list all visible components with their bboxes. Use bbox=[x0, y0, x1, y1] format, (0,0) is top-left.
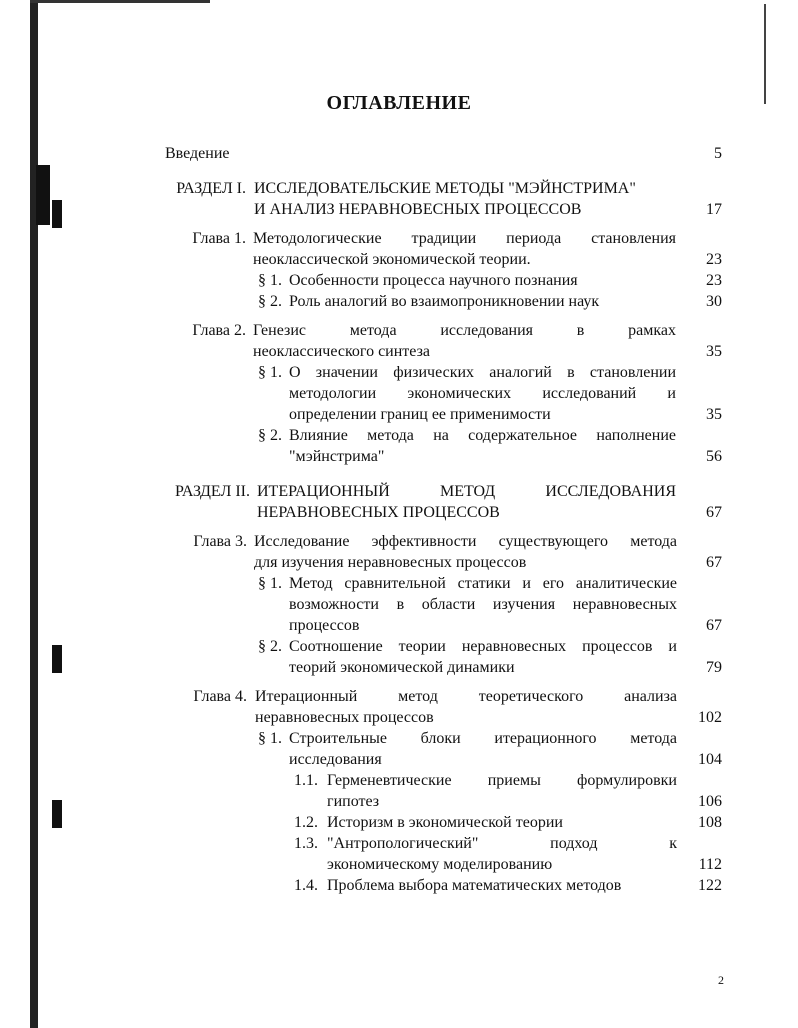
toc-entry[interactable] bbox=[0, 143, 798, 164]
toc-entry[interactable] bbox=[0, 770, 798, 812]
toc-entry-text: Генезис метода исследования в рамках bbox=[253, 322, 676, 339]
toc-entry-text: Строительные блоки итерационного метода bbox=[289, 730, 677, 747]
toc-entry-text: исследования bbox=[289, 751, 382, 768]
toc-entry-text: Проблема выбора математических методов bbox=[327, 877, 622, 894]
toc-entry-label: РАЗДЕЛ II. bbox=[174, 483, 250, 500]
toc-entry-text: НЕРАВНОВЕСНЫХ ПРОЦЕССОВ bbox=[257, 504, 500, 521]
toc-entry[interactable] bbox=[0, 228, 798, 270]
toc-entry[interactable] bbox=[0, 178, 798, 220]
toc-entry-page: 112 bbox=[698, 856, 722, 873]
toc-entry-page: 30 bbox=[706, 293, 722, 310]
toc-entry-page: 102 bbox=[698, 709, 722, 726]
toc-entry-text: Роль аналогий во взаимопроникновении наук bbox=[289, 293, 600, 310]
toc-entry-text: процессов bbox=[289, 617, 360, 634]
toc-entry-text: Соотношение теории неравновесных процессов и bbox=[289, 638, 677, 655]
toc-entry-text: возможности в области изучения неравновесных bbox=[289, 596, 677, 613]
toc-entry-text: И АНАЛИЗ НЕРАВНОВЕСНЫХ ПРОЦЕССОВ bbox=[254, 201, 582, 218]
toc-entry-label: § 2. bbox=[258, 638, 282, 655]
page-title: ОГЛАВЛЕНИЕ bbox=[326, 92, 472, 114]
toc-entry[interactable] bbox=[0, 812, 798, 833]
toc-entry-page: 79 bbox=[706, 659, 722, 676]
toc-entry-text: определении границ ее применимости bbox=[289, 406, 551, 423]
toc-entry-label: § 2. bbox=[258, 427, 282, 444]
toc-entry-page: 17 bbox=[706, 201, 722, 218]
toc-entry-text: Герменевтические приемы формулировки bbox=[327, 772, 677, 789]
toc-entry-text: Особенности процесса научного познания bbox=[289, 272, 578, 289]
toc-entry-text: экономическому моделированию bbox=[327, 856, 553, 873]
toc-entry-page: 23 bbox=[706, 272, 722, 289]
toc-entry-page: 122 bbox=[698, 877, 722, 894]
toc-entry-text: неравновесных процессов bbox=[255, 709, 434, 726]
toc-entry-text: неоклассической экономической теории. bbox=[253, 251, 531, 268]
toc-entry-text: неоклассического синтеза bbox=[253, 343, 430, 360]
toc-entry-label: § 2. bbox=[258, 293, 282, 310]
scan-edge-right bbox=[764, 4, 766, 104]
toc-entry-text: ИТЕРАЦИОННЫЙ МЕТОД ИССЛЕДОВАНИЯ bbox=[257, 483, 676, 500]
toc-entry-text: О значении физических аналогий в становлении bbox=[289, 364, 676, 381]
toc-entry-page: 104 bbox=[698, 751, 722, 768]
toc-entry[interactable] bbox=[0, 875, 798, 896]
toc-entry-text: Влияние метода на содержательное наполнение bbox=[289, 427, 676, 444]
toc-entry-text: "мэйнстрима" bbox=[289, 448, 385, 465]
scan-edge-top bbox=[30, 0, 210, 3]
toc-entry-text: для изучения неравновесных процессов bbox=[254, 554, 527, 571]
toc-entry[interactable] bbox=[0, 531, 798, 573]
toc-entry-text: гипотез bbox=[327, 793, 380, 810]
toc-entry-label: § 1. bbox=[258, 575, 282, 592]
toc-entry[interactable] bbox=[0, 573, 798, 636]
toc-entry[interactable] bbox=[0, 362, 798, 425]
toc-entry-label: 1.3. bbox=[294, 835, 318, 852]
toc-entry-text: методологии экономических исследований и bbox=[289, 385, 676, 402]
toc-entry-text: "Антропологический" подход к bbox=[327, 835, 677, 852]
toc-entry-label: § 1. bbox=[258, 272, 282, 289]
toc-entry-text: Метод сравнительной статики и его аналитические bbox=[289, 575, 677, 592]
toc-entry-page: 56 bbox=[706, 448, 722, 465]
toc-entry-text: Методологические традиции периода становления bbox=[253, 230, 676, 247]
toc-entry-page: 108 bbox=[698, 814, 722, 831]
toc-entry-label: Глава 1. bbox=[192, 230, 246, 247]
toc-entry-page: 67 bbox=[706, 504, 722, 521]
page-number: 2 bbox=[718, 973, 724, 987]
toc-entry[interactable] bbox=[0, 636, 798, 678]
toc-entry-text: Введение bbox=[165, 145, 230, 162]
toc-entry-label: РАЗДЕЛ I. bbox=[176, 180, 246, 197]
toc-entry-page: 35 bbox=[706, 406, 722, 423]
toc-entry-page: 67 bbox=[706, 554, 722, 571]
toc-entry[interactable] bbox=[0, 481, 798, 523]
toc-entry[interactable] bbox=[0, 270, 798, 291]
toc-entry-label: Глава 4. bbox=[193, 688, 247, 705]
toc-entry[interactable] bbox=[0, 291, 798, 312]
toc-entry[interactable] bbox=[0, 728, 798, 770]
toc-entry-label: § 1. bbox=[258, 364, 282, 381]
toc-entry-label: § 1. bbox=[258, 730, 282, 747]
toc-entry-label: 1.4. bbox=[294, 877, 318, 894]
toc-entry[interactable] bbox=[0, 425, 798, 467]
toc-entry[interactable] bbox=[0, 833, 798, 875]
toc-entry[interactable] bbox=[0, 686, 798, 728]
toc-entry-text: Исследование эффективности существующего метода bbox=[254, 533, 677, 550]
toc-entry-label: 1.1. bbox=[294, 772, 318, 789]
toc-entry-page: 106 bbox=[698, 793, 722, 810]
toc-entry-page: 5 bbox=[714, 145, 722, 162]
toc-entry-text: Историзм в экономической теории bbox=[327, 814, 563, 831]
toc-entry-label: Глава 3. bbox=[193, 533, 247, 550]
toc-entry-label: 1.2. bbox=[294, 814, 318, 831]
toc-entry-page: 67 bbox=[706, 617, 722, 634]
toc-entry-page: 35 bbox=[706, 343, 722, 360]
toc-entry-text: теорий экономической динамики bbox=[289, 659, 515, 676]
toc-entry-label: Глава 2. bbox=[192, 322, 246, 339]
toc-entry-text: Итерационный метод теоретического анализа bbox=[255, 688, 677, 705]
toc-entry[interactable] bbox=[0, 320, 798, 362]
toc-entry-page: 23 bbox=[706, 251, 722, 268]
toc-entry-text: ИССЛЕДОВАТЕЛЬСКИЕ МЕТОДЫ "МЭЙНСТРИМА" bbox=[254, 180, 636, 197]
